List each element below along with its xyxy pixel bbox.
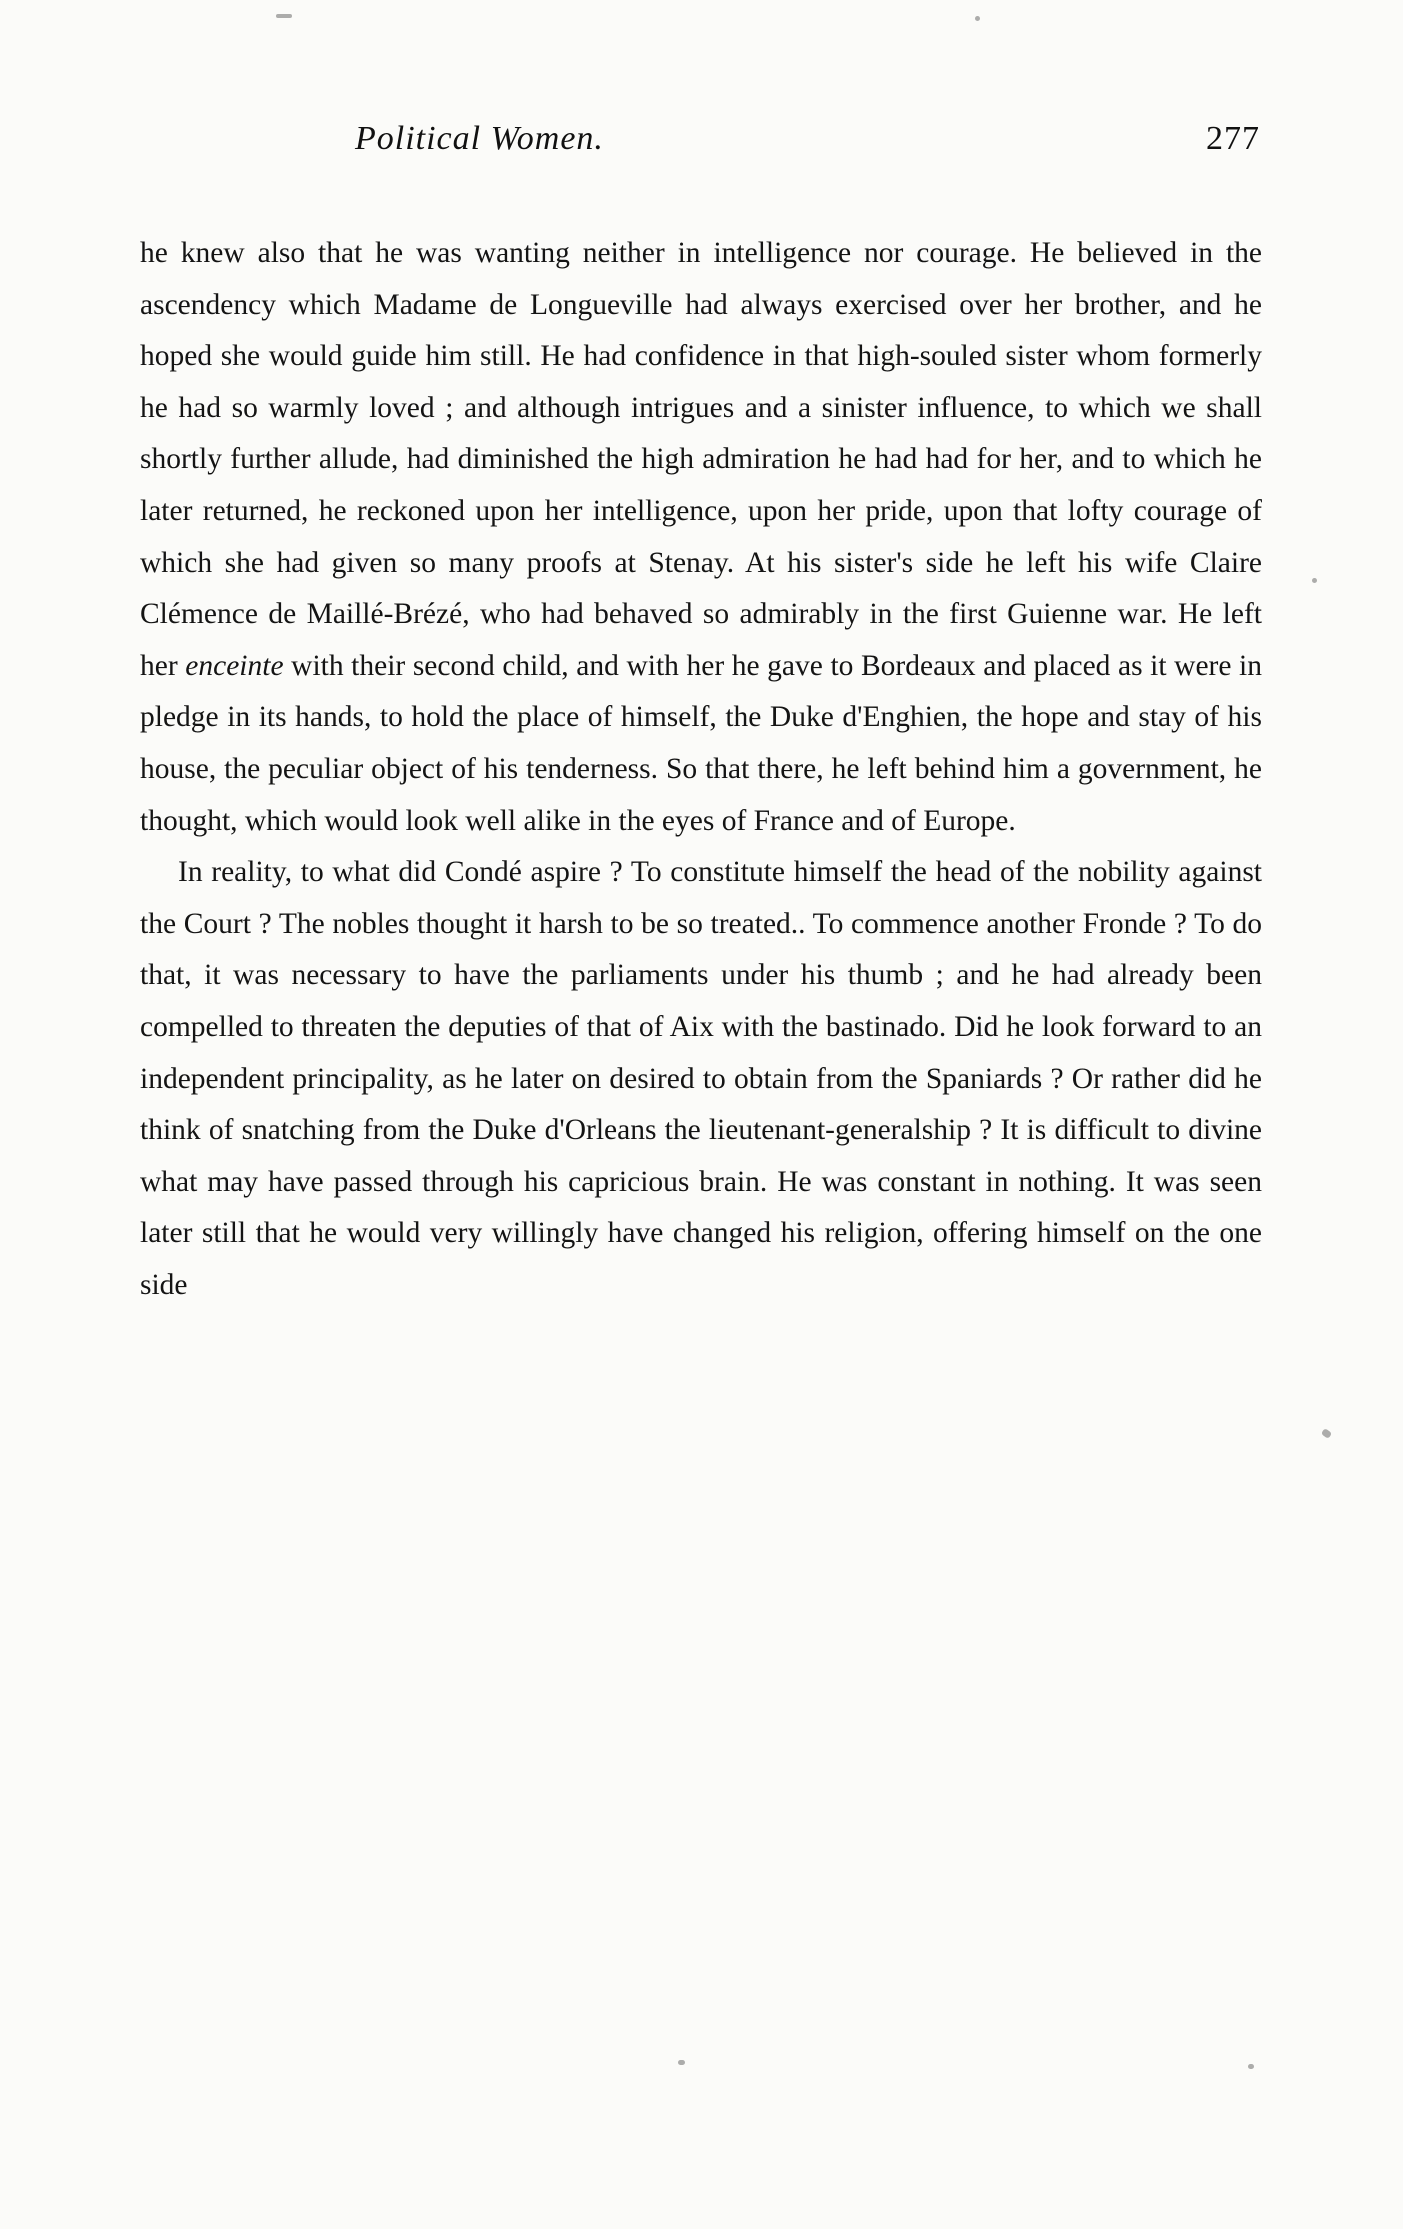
running-title: Political Women. — [355, 120, 604, 157]
scan-speckle — [1312, 578, 1317, 583]
scan-speckle — [1321, 1428, 1332, 1439]
paragraph-1-run-1: he knew also that he was wanting neither in intelligence nor courage. He believed in the ascendency which Madame de Longueville had always exercised over her brother, and he hoped she would guide him still. He had confidence in that high-souled sister whom formerly he had so warmly loved ; and although intrigues and a sinister influence, to which we shall shortly further allude, had diminished the high admiration he had had for her, and to which he later returned, he reckoned upon her intelligence, upon her pride, upon that lofty courage of which she had given so many proofs at Stenay. At his sister's side he left his wife Claire Clémence de Maillé-Brézé, who had behaved so admirably in the first Guienne war. He left her — [140, 237, 1262, 682]
body-text — [140, 228, 1262, 1311]
page-header — [140, 120, 1260, 158]
paragraph-1-run-3: with their second child, and with her he gave to Bordeaux and placed as it were in pledge in its hands, to hold the place of himself, the Duke d'Enghien, the hope and stay of his house, the peculiar object of his tenderness. So that there, he left behind him a government, he thought, which would look well alike in the eyes of France and of Europe. — [140, 649, 1263, 837]
paragraph-2 — [140, 847, 1262, 1311]
paragraph-1 — [140, 228, 1262, 847]
scan-speckle — [975, 16, 980, 21]
paragraph-2-run-1: In reality, to what did Condé aspire ? To constitute himself the head of the nobility against the Court ? The nobles thought it harsh to be so treated.. To commence another Fronde ? To do that, it was necessary to have the parliaments under his thumb ; and he had already been compelled to threaten the deputies of that of Aix with the bastinado. Did he look forward to an independent principality, as he later on desired to obtain from the Spaniards ? Or rather did he think of snatching from the Duke d'Orleans the lieutenant-generalship ? It is difficult to divine what may have passed through his capricious brain. He was constant in nothing. It was seen later still that he would very willingly have changed his religion, offering himself on the one side — [140, 856, 1262, 1301]
scan-speckle — [678, 2060, 685, 2065]
page-number: 277 — [1206, 120, 1260, 157]
scan-speckle — [276, 14, 292, 18]
paragraph-1-run-2-italic: enceinte — [185, 649, 284, 682]
scan-speckle — [1248, 2064, 1254, 2069]
